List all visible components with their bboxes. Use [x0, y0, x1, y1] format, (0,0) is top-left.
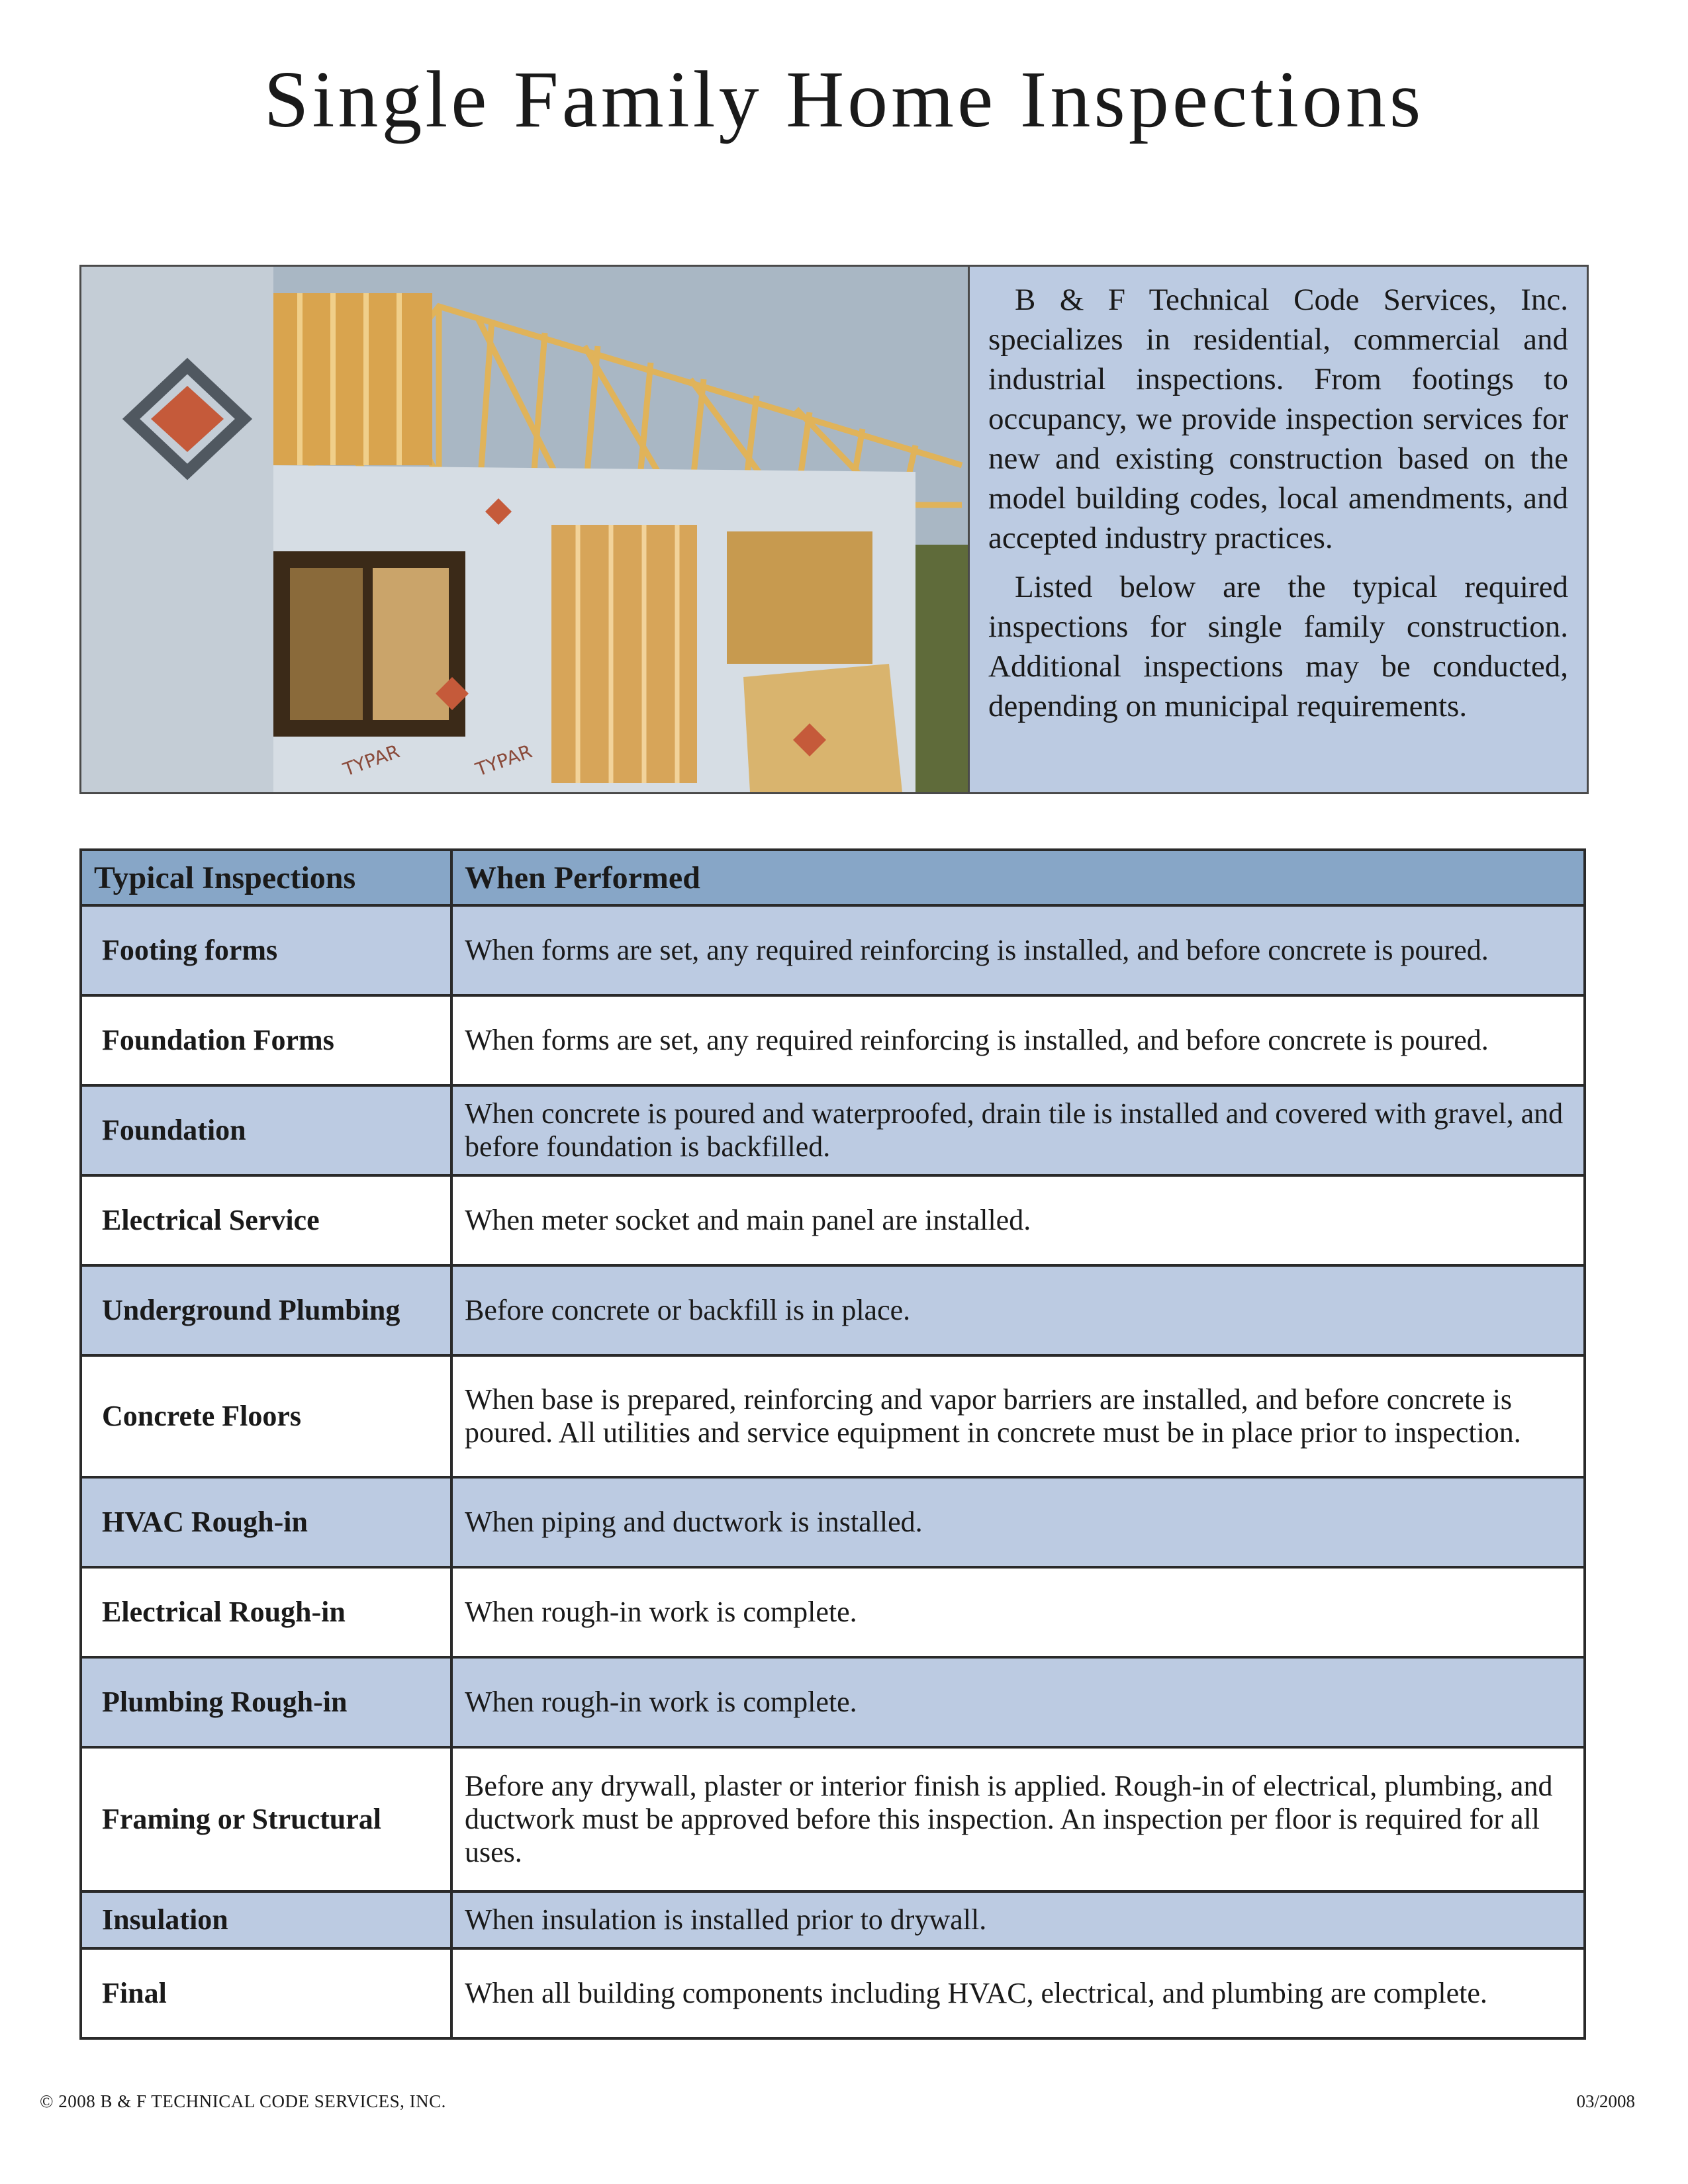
inspection-name: Electrical Rough-in: [81, 1567, 451, 1657]
inspection-name: Underground Plumbing: [81, 1265, 451, 1355]
table-row: [81, 995, 1585, 1085]
table-row: [81, 1477, 1585, 1567]
inspection-when: Before any drywall, plaster or interior finish is applied. Rough-in of electrical, plumbing, and ductwork must be approved before this inspection. An inspection per floor is required for all uses.: [451, 1747, 1585, 1891]
inspection-name: Concrete Floors: [81, 1355, 451, 1477]
wrap-label: TYPAR: [473, 740, 536, 781]
table-row: [81, 1567, 1585, 1657]
inspection-name: Insulation: [81, 1891, 451, 1948]
table-header-row: [81, 850, 1585, 905]
inspection-name: Final: [81, 1948, 451, 2038]
column-header-when: When Performed: [451, 850, 1585, 905]
intro-section: [79, 265, 1589, 794]
inspection-name: HVAC Rough-in: [81, 1477, 451, 1567]
inspection-when: When base is prepared, reinforcing and vapor barriers are installed, and before concrete is poured. All utilities and service equipment in concrete must be in place prior to inspection.: [451, 1355, 1585, 1477]
house-framing-photo: [81, 267, 970, 792]
intro-text: [970, 267, 1587, 792]
intro-paragraph: B & F Technical Code Services, Inc. specializes in residential, commercial and industrial inspections. From footings to occupancy, we provide inspection services for new and existing construction based on the model building codes, local amendments, and accepted industry practices.: [988, 283, 1568, 555]
column-header-inspection: Typical Inspections: [81, 850, 451, 905]
table-row: [81, 1747, 1585, 1891]
inspection-when: When all building components including HVAC, electrical, and plumbing are complete.: [451, 1948, 1585, 2038]
table-row: [81, 1085, 1585, 1175]
table-row: [81, 1355, 1585, 1477]
footer-date: 03/2008: [1576, 2091, 1635, 2111]
table-row: [81, 1891, 1585, 1948]
inspection-when: When forms are set, any required reinforcing is installed, and before concrete is poured.: [451, 905, 1585, 995]
table-row: [81, 1175, 1585, 1265]
inspection-name: Foundation: [81, 1085, 451, 1175]
table-row: [81, 905, 1585, 995]
inspection-name: Plumbing Rough-in: [81, 1657, 451, 1747]
inspection-when: Before concrete or backfill is in place.: [451, 1265, 1585, 1355]
page-title: Single Family Home Inspections: [263, 55, 1425, 144]
table-row: [81, 1948, 1585, 2038]
inspection-when: When insulation is installed prior to drywall.: [451, 1891, 1585, 1948]
wrap-label: TYPAR: [340, 740, 403, 781]
table-row: [81, 1265, 1585, 1355]
inspection-when: When rough-in work is complete.: [451, 1657, 1585, 1747]
intro-paragraph: Listed below are the typical required inspections for single family construction. Additional inspections may be conducted, depending on municipal requirements.: [988, 570, 1568, 723]
inspection-when: When meter socket and main panel are installed.: [451, 1175, 1585, 1265]
inspection-name: Framing or Structural: [81, 1747, 451, 1891]
footer-copyright: © 2008 B & F TECHNICAL CODE SERVICES, INC.: [40, 2091, 446, 2111]
inspections-table-wrap: [79, 848, 1586, 2040]
house-framing-illustration: [81, 267, 968, 792]
table-row: [81, 1657, 1585, 1747]
inspection-when: When forms are set, any required reinforcing is installed, and before concrete is poured.: [451, 995, 1585, 1085]
inspection-name: Footing forms: [81, 905, 451, 995]
inspection-when: When piping and ductwork is installed.: [451, 1477, 1585, 1567]
inspections-table: [79, 848, 1586, 2040]
inspection-when: When concrete is poured and waterproofed, drain tile is installed and covered with gravel, and before foundation is backfilled.: [451, 1085, 1585, 1175]
inspection-when: When rough-in work is complete.: [451, 1567, 1585, 1657]
inspection-name: Foundation Forms: [81, 995, 451, 1085]
inspection-name: Electrical Service: [81, 1175, 451, 1265]
